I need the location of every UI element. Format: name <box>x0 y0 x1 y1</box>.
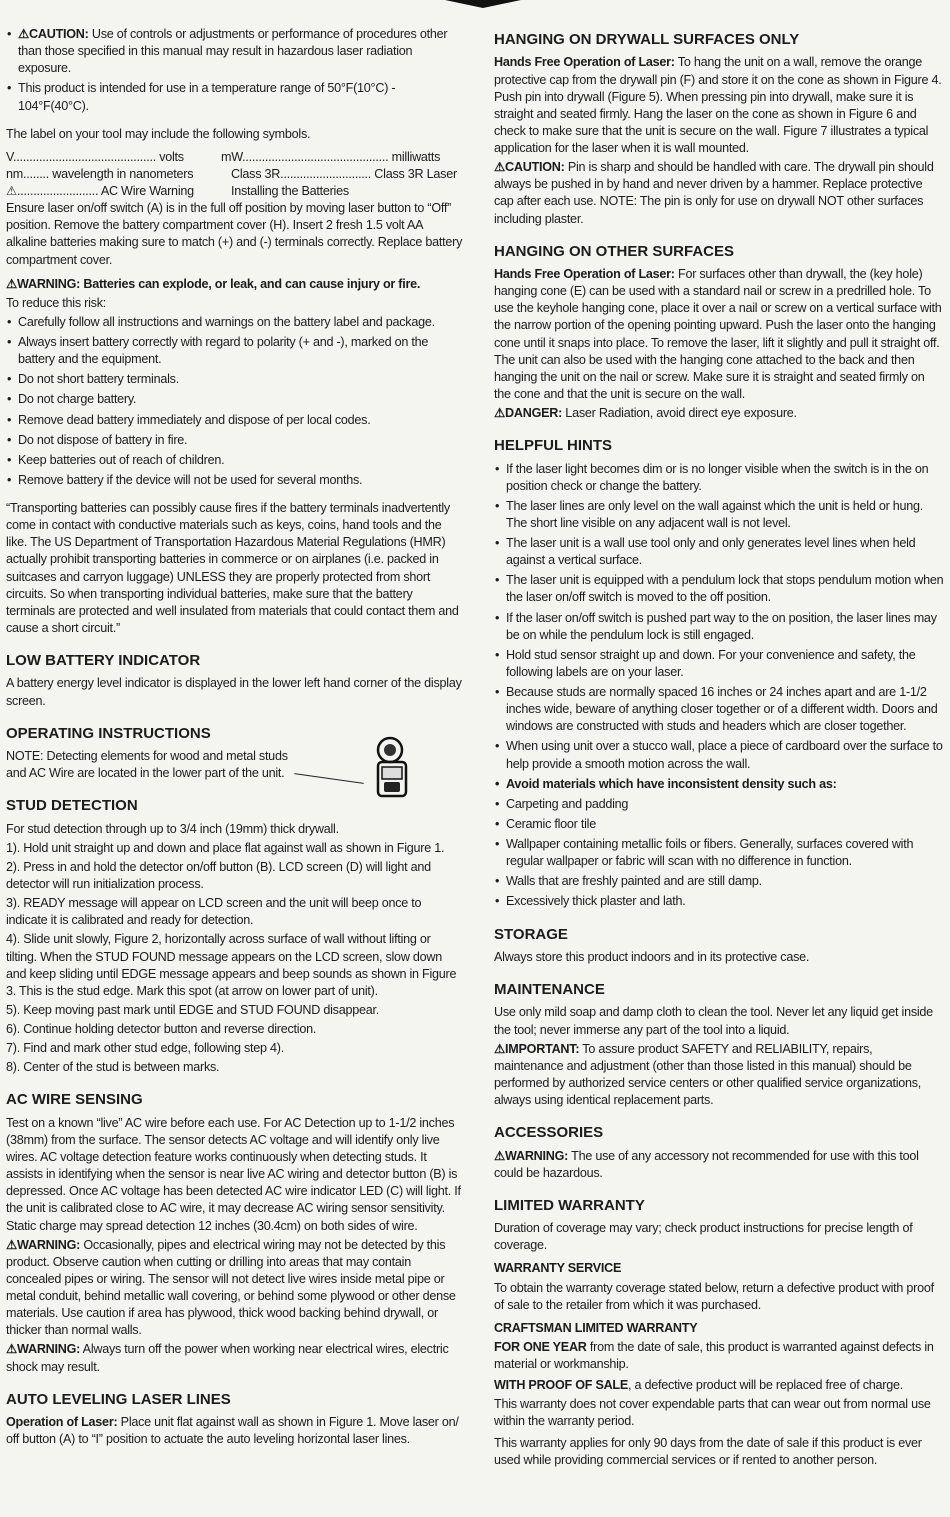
ac-warning-1: ⚠WARNING: Occasionally, pipes and electrical wiring may not be detected by this product. Observe caution when cutting or drilling into areas that may contain concealed pipes or wiring. The sensor will not detect live wires inside metal pipe or metal conduit, behind metallic wall covering, or behind some plywood or other dense materials. Use caution if area has plywood, thick wood backing behind drywall, or thicker than normal walls. <box>6 1237 456 1338</box>
list-item: • Because studs are normally spaced 16 inches or 24 inches apart and are 1-1/2 inches wide, beware of anything closer together or of a different width. Doors and windows are constructed with studs and headers which are closer together. <box>494 684 944 735</box>
symbol-row: ⚠......................... AC Wire Warning Installing the Batteries <box>6 184 349 198</box>
warranty-service-heading: WARRANTY SERVICE <box>494 1261 622 1276</box>
ac-wire-heading: AC WIRE SENSING <box>6 1091 143 1109</box>
ac-warning-2: ⚠WARNING: Always turn off the power when working near electrical wires, electric shock may result. <box>6 1342 449 1374</box>
list-item: • The laser lines are only level on the wall against which the unit is held or hung. The short line visible on any adjacent wall is not level. <box>494 498 944 532</box>
list-item: • Avoid materials which have inconsistent density such as: <box>494 776 944 793</box>
low-battery-text: A battery energy level indicator is displayed in the lower left hand corner of the display screen. <box>6 676 462 708</box>
stud-step: 3). READY message will appear on LCD screen and the unit will beep once to indicate it is calibrated and ready for detection. <box>6 896 422 928</box>
list-item: • Remove battery if the device will not be used for several months. <box>6 472 464 489</box>
list-item: • Walls that are freshly painted and are still damp. <box>494 873 944 890</box>
symbols-table <box>6 149 464 200</box>
stud-detection-heading: STUD DETECTION <box>6 797 138 815</box>
drywall-heading: HANGING ON DRYWALL SURFACES ONLY <box>494 31 800 48</box>
list-item: • This product is intended for use in a temperature range of 50°F(10°C) - 104°F(40°C). <box>6 80 464 114</box>
hints-list <box>494 461 944 911</box>
drywall-text: Hands Free Operation of Laser: To hang the unit on a wall, remove the orange protective cap from the drywall pin (F) and store it on the cone as shown in Figure 4. Push pin into drywall (Figure 5). When pressing pin into drywall, make sure it is straight and seated firmly. Hang the laser on the cone as shown in Figure 6 and check to make sure that the unit is secure on the wall. Figure 7 illustrates a typical application for the laser when it is wall mounted. <box>494 55 942 156</box>
list-item: • If the laser on/off switch is pushed part way to the on position, the laser lines may be on while the pendulum lock is still engaged. <box>494 610 944 644</box>
stud-step: 5). Keep moving past mark until EDGE and STUD FOUND disappear. <box>6 1002 379 1017</box>
stud-step: 6). Continue holding detector button and reverse direction. <box>6 1022 317 1037</box>
proof-of-sale-text: WITH PROOF OF SALE, a defective product will be replaced free of charge. <box>494 1378 903 1393</box>
other-surfaces-heading: HANGING ON OTHER SURFACES <box>494 242 735 260</box>
auto-leveling-text: Operation of Laser: Place unit flat against wall as shown in Figure 1. Move laser on/ off button (A) to “I” position to actuate the auto leveling horizontal laser lines. <box>6 1415 459 1447</box>
list-item: • Do not charge battery. <box>6 391 464 408</box>
list-item: • The laser unit is equipped with a pendulum lock that stops pendulum motion when the laser on/off switch is moved to the off position. <box>494 572 944 606</box>
battery-warning: ⚠WARNING: Batteries can explode, or leak, and can cause injury or fire. <box>6 276 421 291</box>
stud-step: For stud detection through up to 3/4 inch (19mm) thick drywall. <box>6 821 339 836</box>
list-item: • Keep batteries out of reach of children. <box>6 452 464 469</box>
transport-quote: “Transporting batteries can possibly cause fires if the battery terminals inadvertently come in contact with conductive materials such as keys, coins, hand tools and the like. The US Department of Transportation Hazardous Material Regulations (HMR) actually prohibit transporting batteries in commerce or on airplanes (i.e. packed in suitcases and carryon luggage) UNLESS they are properly protected from short circuits. So when transporting individual batteries, make sure that the battery terminals are protected and well insulated from materials that could contact them and cause a short circuit.” <box>6 501 459 635</box>
ninety-days-text: This warranty applies for only 90 days from the date of sale if this product is ever used while providing commercial services or if rented to another person. <box>494 1435 922 1467</box>
maintenance-text: Use only mild soap and damp cloth to clean the tool. Never let any liquid get inside the tool; never immerse any part of the tool into a liquid. <box>494 1005 933 1037</box>
operating-text: NOTE: Detecting elements for wood and metal studs and AC Wire are located in the lower part of the unit. <box>6 749 288 781</box>
accessories-warning: ⚠WARNING: The use of any accessory not recommended for use with this tool could be hazardous. <box>494 1148 919 1180</box>
list-item: • Hold stud sensor straight up and down. For your convenience and safety, the following labels are on your laser. <box>494 647 944 681</box>
top-notch <box>445 0 521 8</box>
one-year-text: FOR ONE YEAR from the date of sale, this product is warranted against defects in material or workmanship. <box>494 1339 934 1372</box>
stud-step: 7). Find and mark other stud edge, following step 4). <box>6 1041 284 1056</box>
danger-note: ⚠DANGER: Laser Radiation, avoid direct eye exposure. <box>494 406 797 421</box>
stud-finder-illustration <box>368 736 416 800</box>
craftsman-warranty-heading: CRAFTSMAN LIMITED WARRANTY <box>494 1320 698 1335</box>
storage-text: Always store this product indoors and in its protective case. <box>494 949 810 964</box>
left-column <box>6 26 464 1450</box>
maintenance-important: ⚠IMPORTANT: To assure product SAFETY and RELIABILITY, repairs, maintenance and adjustment (other than those listed in this manual) should be performed by authorized service centers or other qualified service organizations, always using identical replacement parts. <box>494 1041 922 1108</box>
drywall-caution: ⚠CAUTION: Pin is sharp and should be handled with care. The drywall pin should always be pushed in by hand and never driven by a hammer. Replace protective cap after each use. NOTE: The pin is only for use on drywall NOT other surfaces including plaster. <box>494 160 934 226</box>
limited-warranty-heading: LIMITED WARRANTY <box>494 1196 645 1214</box>
list-item: • If the laser light becomes dim or is no longer visible when the switch is in the on position check or change the battery. <box>494 461 944 495</box>
list-item: • ⚠CAUTION: Use of controls or adjustments or performance of procedures other than those specified in this manual may result in hazardous laser radiation exposure. <box>6 26 464 77</box>
stud-step: 1). Hold unit straight up and down and place flat against wall as shown in Figure 1. <box>6 840 445 855</box>
storage-heading: STORAGE <box>494 925 568 943</box>
reduce-risk: To reduce this risk: <box>6 295 106 310</box>
maintenance-heading: MAINTENANCE <box>494 981 605 999</box>
list-item: • Always insert battery correctly with regard to polarity (+ and -), marked on the battery and the equipment. <box>6 334 464 368</box>
list-item: • Do not dispose of battery in fire. <box>6 432 464 449</box>
list-item: • Wallpaper containing metallic foils or fibers. Generally, surfaces covered with regular wallpaper or fabric will scan with no difference in function. <box>494 836 944 870</box>
warranty-service-text: To obtain the warranty coverage stated below, return a defective product with proof of sale to the retailer from which it was purchased. <box>494 1280 934 1312</box>
symbol-row: nm........ wavelength in nanometers Class 3R............................ Class 3R Laser <box>6 166 457 181</box>
accessories-heading: ACCESSORIES <box>494 1124 604 1142</box>
expendable-text: This warranty does not cover expendable parts that can wear out from normal use within the warranty period. <box>494 1397 931 1429</box>
caution-list <box>6 26 464 115</box>
stud-step: 4). Slide unit slowly, Figure 2, horizontally across surface of wall without lifting or tilting. When the STUD FOUND message appears on the LCD screen, slow down and keep sliding until EDGE message appears and beep sounds as shown in Figure 3. This is the stud edge. Mark this spot (at arrow on lower part of unit). <box>6 932 457 998</box>
list-item: • The laser unit is a wall use tool only and only generates level lines when held against a vertical surface. <box>494 535 944 569</box>
list-item: • Remove dead battery immediately and dispose of per local codes. <box>6 412 464 429</box>
list-item: • Carpeting and padding <box>494 796 944 813</box>
other-surfaces-text: Hands Free Operation of Laser: For surfaces other than drywall, the (key hole) hanging cone (E) can be used with a standard nail or screw in a predrilled hole. To use the keyhole hanging cone, place it over a nail or screw on a vertical surface with the narrow portion of the opening pointing upward. Push the laser onto the hanging cone until it snaps into place. To remove the laser, lift it slightly and pull it straight off. The unit can also be used with the hanging cone attached to the back and then hanging the unit on the nail or screw. Make sure it is straight and seated firmly on the cone and that the unit is secure on the wall. <box>494 267 942 401</box>
helpful-hints-heading: HELPFUL HINTS <box>494 437 613 455</box>
low-battery-heading: LOW BATTERY INDICATOR <box>6 652 201 669</box>
warranty-text: Duration of coverage may vary; check product instructions for precise length of coverage. <box>494 1221 913 1253</box>
operating-heading: OPERATING INSTRUCTIONS <box>6 724 211 742</box>
list-item: • Carefully follow all instructions and warnings on the battery label and package. <box>6 314 464 331</box>
list-item: • Excessively thick plaster and lath. <box>494 893 944 910</box>
stud-step: 8). Center of the stud is between marks. <box>6 1060 220 1075</box>
symbol-row: V............................................ volts mW............................................. milliwatts <box>6 149 441 164</box>
right-column <box>494 30 944 1471</box>
list-item: • Ceramic floor tile <box>494 816 944 833</box>
auto-leveling-heading: AUTO LEVELING LASER LINES <box>6 1390 231 1408</box>
list-item: • When using unit over a stucco wall, place a piece of cardboard over the surface to help provide a smooth motion across the wall. <box>494 738 944 772</box>
leader-line <box>294 773 363 784</box>
stud-step: 2). Press in and hold the detector on/off button (B). LCD screen (D) will light and detector will run initialization process. <box>6 859 431 892</box>
battery-list <box>6 314 464 489</box>
operating-section <box>6 748 464 782</box>
list-item: • Do not short battery terminals. <box>6 371 464 388</box>
symbols-intro: The label on your tool may include the following symbols. <box>6 126 311 141</box>
ac-wire-text: Test on a known “live” AC wire before each use. For AC Detection up to 1-1/2 inches (38mm) from the surface. The sensor detects AC voltage and will identify only live wires. AC voltage detection feature works continuously when detecting studs. It assists in identifying when the sensor is near live AC wiring and detector button (B) is depressed. Once AC voltage has been detected AC wire indicator LED (C) will light. If the unit is calibrated close to AC wire, it may decrease AC wiring sensor sensitivity. Static charge may spread detection 12 inches (30.4cm) on both sides of wire. <box>6 1115 461 1233</box>
battery-install-text: Ensure laser on/off switch (A) is in the full off position by moving laser button to “Off” position. Remove the battery compartment cover (H). Insert 2 fresh 1.5 volt AA alkaline batteries making sure to match (+) and (-) terminals correctly. Replace battery compartment cover. <box>6 201 463 267</box>
